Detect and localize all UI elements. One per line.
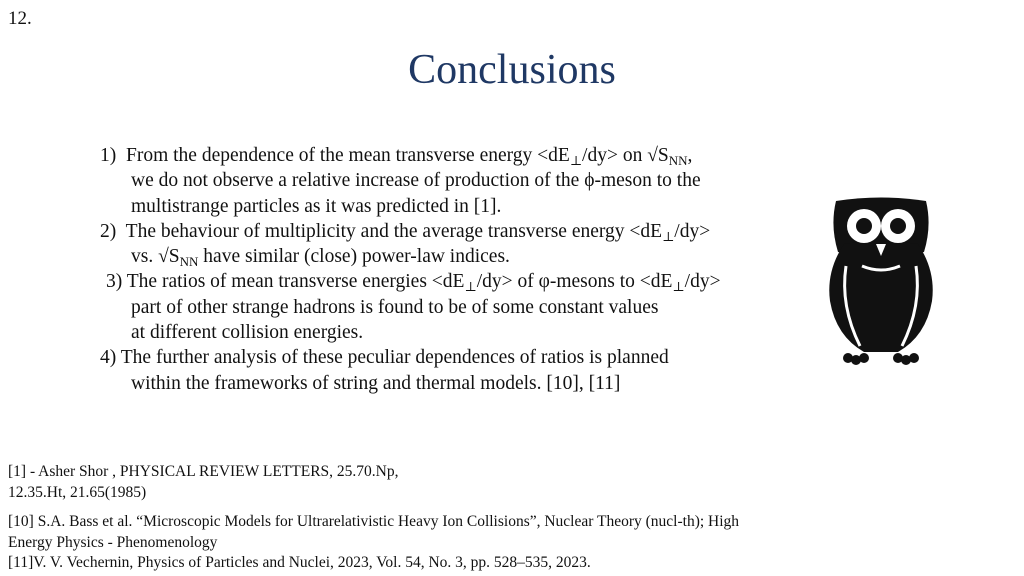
conclusions-list — [100, 143, 800, 396]
conclusion-4-line-2: within the frameworks of string and thermal models. [10], [11] — [131, 372, 621, 394]
conclusion-1-line-1: 1) From the dependence of the mean transverse energy $<dE_\perp/dy>$ on $√S_{NN}$, — [100, 145, 693, 168]
conclusion-1-line-2: we do not observe a relative increase of production of the ϕ-meson to the — [131, 170, 701, 192]
conclusion-2-line-2: vs. $√S_{NN}$ have similar (close) power-law indices. — [131, 246, 510, 270]
reference-1: [1] - Asher Shor , PHYSICAL REVIEW LETTERS, 25.70.Np, 12.35.Ht, 21.65(1985) — [8, 463, 399, 501]
conclusion-4-line-1: 4) The further analysis of these peculiar dependences of ratios is planned — [100, 347, 669, 369]
conclusion-2-line-1: 2) The behaviour of multiplicity and the average transverse energy $<dE_\perp/dy>$ — [100, 220, 711, 244]
conclusion-1-line-3: multistrange particles as it was predicted in [1]. — [131, 195, 502, 217]
conclusion-3-line-3: at different collision energies. — [131, 322, 364, 344]
reference-10: [10] S.A. Bass et al. “Microscopic Models for Ultrarelativistic Heavy Ion Collisions”, Nuclear Theory (nucl-th); High Energy Physics - Phenomenology — [8, 513, 740, 551]
conclusion-3-line-2: part of other strange hadrons is found to be of some constant values — [131, 296, 659, 318]
conclusion-3-line-1: 3) The ratios of mean transverse energies $<dE_\perp/dy>$ of φ-mesons to $<dE_\perp/dy>$ — [106, 271, 721, 295]
reference-11: [11]V. V. Vechernin, Physics of Particles and Nuclei, 2023, Vol. 54, No. 3, pp. 528–535, 2023. — [8, 554, 591, 571]
owl-icon — [826, 196, 936, 366]
slide-number: 12. — [8, 8, 32, 29]
page-title: Conclusions — [408, 47, 616, 93]
